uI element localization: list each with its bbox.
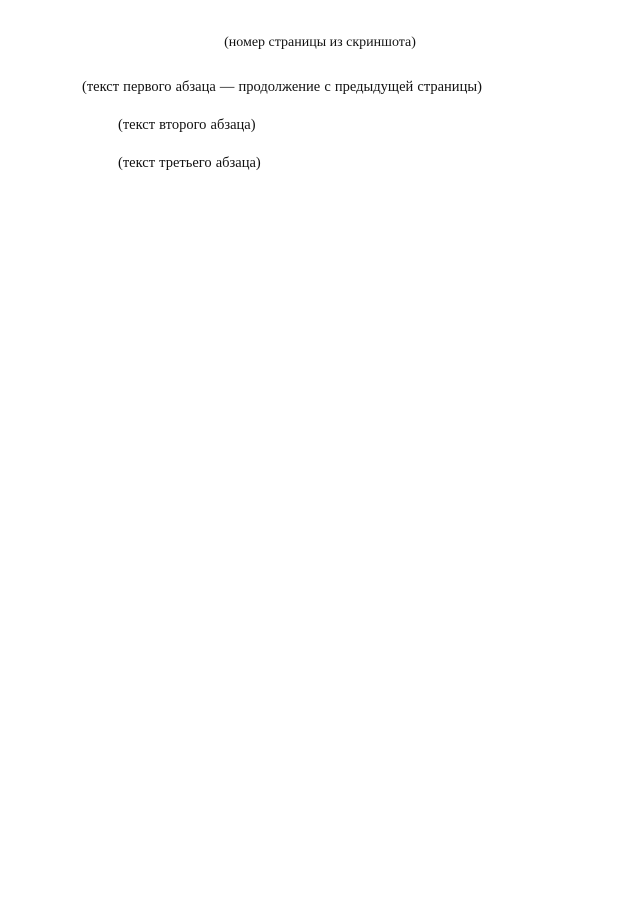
- paragraph-3: (текст третьего абзаца): [118, 155, 261, 171]
- paragraph-1: (текст первого абзаца — продолжение с предыдущей страницы): [82, 79, 482, 95]
- paragraph-2: (текст второго абзаца): [118, 117, 256, 133]
- page-number: (номер страницы из скриншота): [224, 35, 416, 50]
